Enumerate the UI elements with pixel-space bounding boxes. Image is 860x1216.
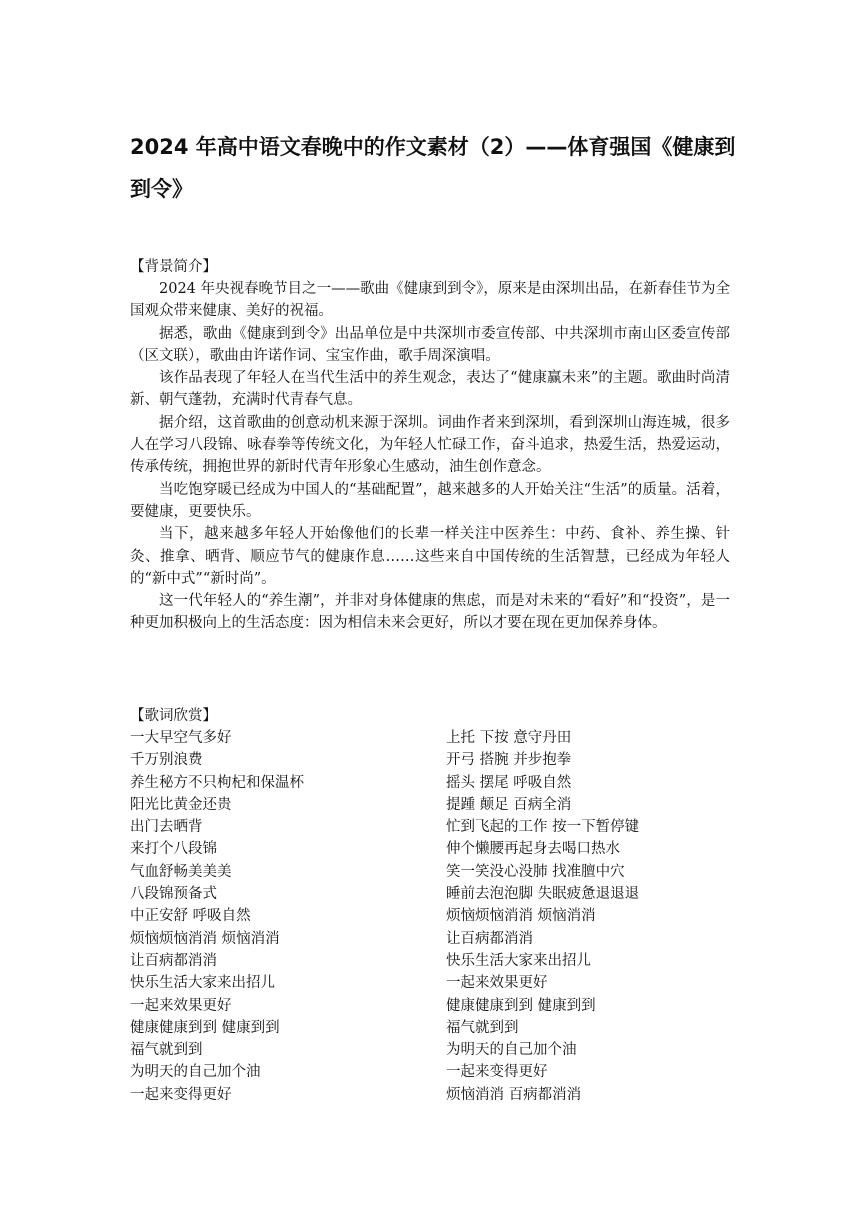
lyric-line: 福气就到到 [130, 1042, 203, 1059]
lyric-line: 提踵 颠足 百病全消 [446, 796, 572, 813]
lyric-line: 烦恼消消 百病都消消 [446, 1086, 582, 1103]
lyric-line: 一起来变得更好 [446, 1064, 548, 1081]
lyric-line: 开弓 搭腕 并步抱拳 [446, 752, 572, 769]
lyric-line: 上托 下按 意守丹田 [446, 730, 572, 746]
lyric-line: 笑一笑没心没肺 找准膻中穴 [446, 863, 625, 880]
background-body [130, 278, 730, 635]
background-paragraph: 据介绍，这首歌曲的创意动机来源于深圳。词曲作者来到深圳，看到深圳山海连城，很多人在学习八段锦、咏春拳等传统文化，为年轻人忙碌工作，奋斗追求，热爱生活，热爱运动，传承传统，拥抱世界的新时代青年形象心生感动，油生创作意念。 [130, 414, 730, 476]
background-paragraph: 当吃饱穿暖已经成为中国人的“基础配置”，越来越多的人开始关注“生活”的质量。活着，要健康，更要快乐。 [130, 481, 730, 520]
lyric-line: 一起来变得更好 [130, 1086, 232, 1103]
lyrics-heading: 【歌词欣赏】 [130, 708, 217, 724]
lyric-line: 让百病都消消 [130, 952, 217, 969]
lyric-line: 为明天的自己加个油 [446, 1042, 577, 1059]
lyric-line: 养生秘方不只枸杞和保温杯 [130, 774, 304, 791]
lyric-line: 一起来效果更好 [446, 975, 548, 992]
lyrics-left-column [130, 727, 430, 1106]
document-title: 2024 年高中语文春晚中的作文素材（2）——体育强国《健康到到令》 [130, 135, 736, 201]
lyric-line: 出门去晒背 [130, 819, 203, 836]
background-paragraph: 当下，越来越多年轻人开始像他们的长辈一样关注中医养生：中药、食补、养生操、针灸、推拿、晒背、顺应节气的健康作息……这些来自中国传统的生活智慧，已经成为年轻人的“新中式”“新时尚”。 [130, 526, 730, 587]
lyric-line: 气血舒畅美美美 [130, 863, 232, 880]
lyric-line: 快乐生活大家来出招儿 [130, 975, 275, 992]
lyric-line: 让百病都消消 [446, 930, 533, 947]
lyric-line: 伸个懒腰再起身去喝口热水 [446, 841, 620, 858]
lyric-line: 烦恼烦恼消消 烦恼消消 [446, 908, 596, 925]
background-paragraph: 据悉，歌曲《健康到到令》出品单位是中共深圳市委宣传部、中共深圳市南山区委宣传部（区文联），歌曲由许诺作词、宝宝作曲，歌手周深演唱。 [130, 325, 730, 364]
lyric-line: 健康健康到到 健康到到 [446, 997, 596, 1014]
lyric-line: 千万别浪费 [130, 752, 203, 769]
lyric-line: 中正安舒 呼吸自然 [130, 908, 251, 925]
lyric-line: 忙到飞起的工作 按一下暂停键 [446, 819, 640, 836]
lyric-line: 健康健康到到 健康到到 [130, 1019, 280, 1036]
lyric-line: 一大早空气多好 [130, 730, 232, 746]
lyric-line: 一起来效果更好 [130, 997, 232, 1014]
lyric-line: 八段锦预备式 [130, 886, 217, 903]
lyric-line: 快乐生活大家来出招儿 [446, 952, 591, 969]
background-heading: 【背景简介】 [130, 259, 217, 275]
background-paragraph: 该作品表现了年轻人在当代生活中的养生观念，表达了“健康赢未来”的主题。歌曲时尚清新、朝气蓬勃，充满时代青春气息。 [130, 370, 730, 409]
lyric-line: 烦恼烦恼消消 烦恼消消 [130, 930, 280, 947]
lyric-line: 为明天的自己加个油 [130, 1064, 261, 1081]
lyrics-right-column [446, 727, 746, 1106]
background-paragraph: 2024 年央视春晚节目之一——歌曲《健康到到令》，原来是由深圳出品，在新春佳节为全国观众带来健康、美好的祝福。 [130, 281, 730, 320]
lyric-line: 阳光比黄金还贵 [130, 796, 232, 813]
background-paragraph: 这一代年轻人的“养生潮”，并非对身体健康的焦虑，而是对未来的“看好”和“投资”，是一种更加积极向上的生活态度：因为相信未来会更好，所以才要在现在更加保养身体。 [130, 593, 730, 632]
lyric-line: 摇头 摆尾 呼吸自然 [446, 774, 572, 791]
lyric-line: 来打个八段锦 [130, 841, 217, 858]
lyric-line: 睡前去泡泡脚 失眠疲惫退退退 [446, 886, 640, 903]
lyric-line: 福气就到到 [446, 1019, 519, 1036]
